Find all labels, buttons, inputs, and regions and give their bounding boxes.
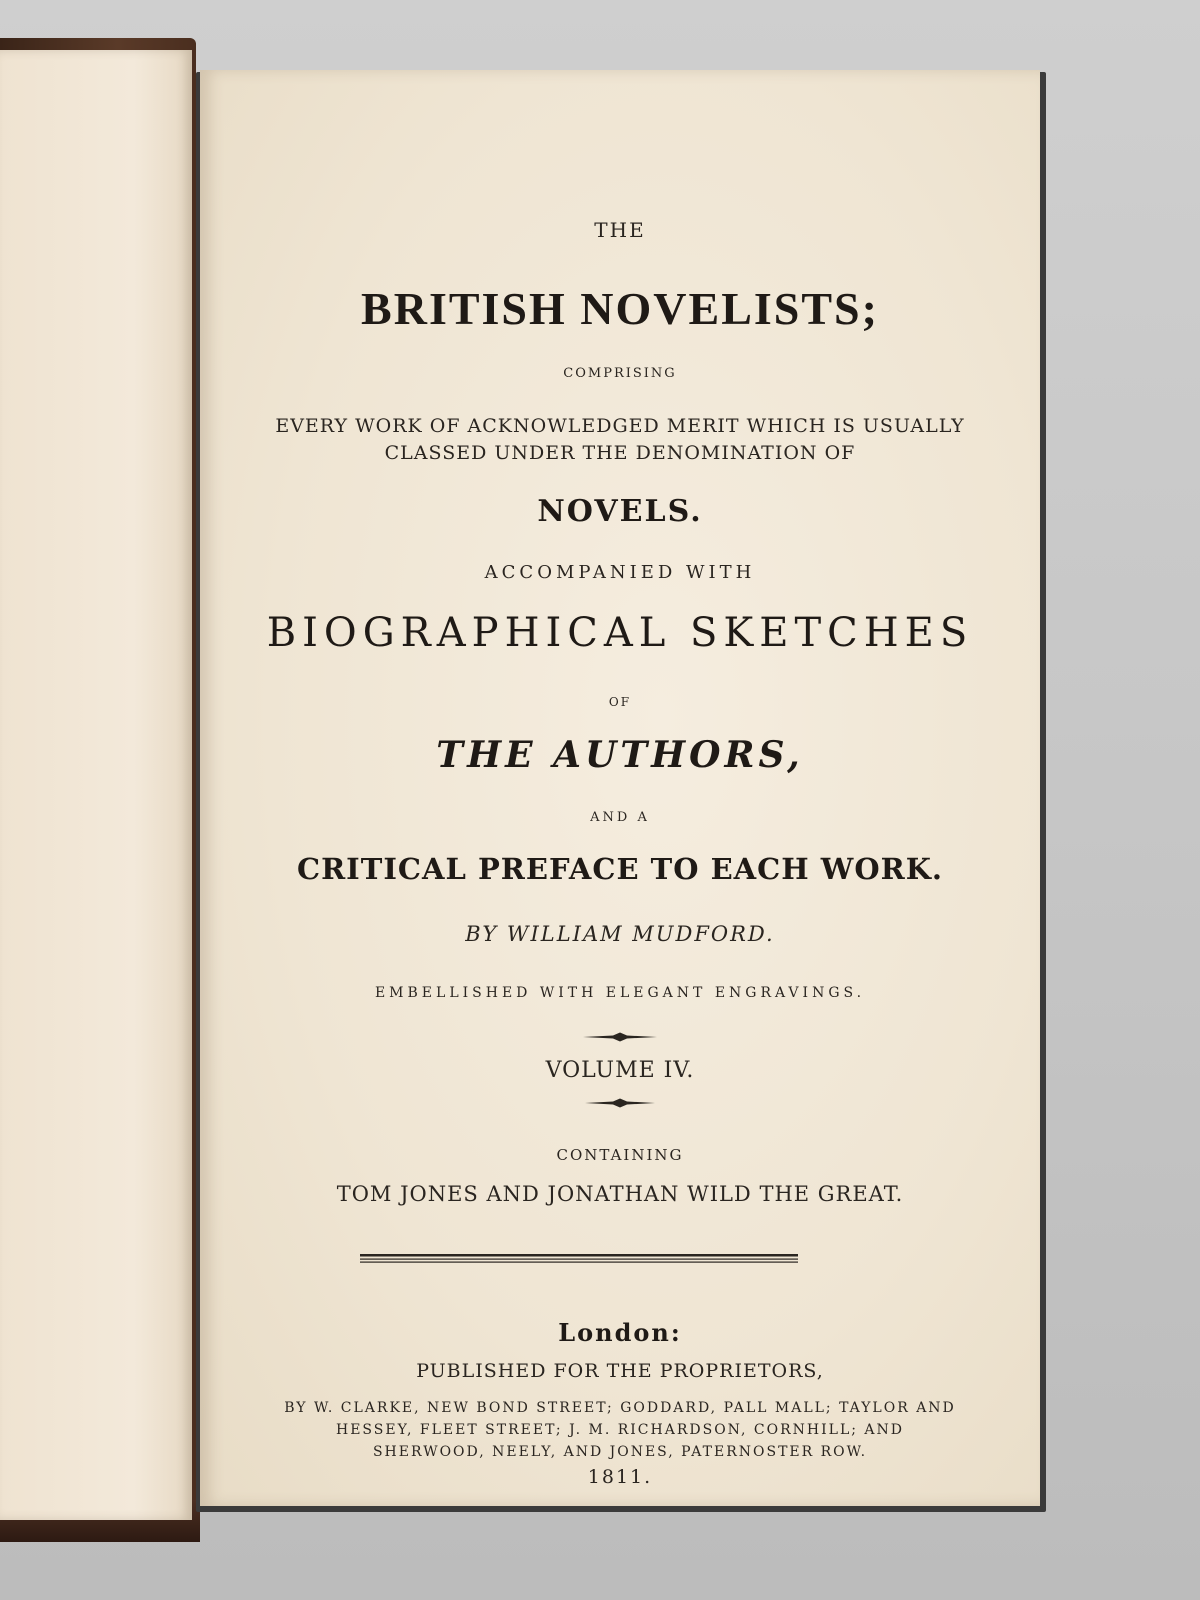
author-byline: BY WILLIAM MUDFORD.	[465, 922, 775, 946]
published-text: PUBLISHED FOR THE PROPRIETORS,	[416, 1360, 824, 1382]
novels-heading: NOVELS.	[537, 494, 703, 529]
title-page	[200, 70, 1040, 1506]
ornament-divider-icon	[583, 1032, 657, 1042]
critical-heading: CRITICAL PREFACE TO EACH WORK.	[297, 852, 943, 886]
imprint-place: London:	[558, 1318, 682, 1347]
double-rule-divider	[360, 1254, 798, 1264]
authors-heading: THE AUTHORS,	[436, 734, 804, 776]
containing-text: CONTAINING	[556, 1146, 684, 1164]
of-text: OF	[608, 695, 632, 709]
printers-line-1: BY W. CLARKE, NEW BOND STREET; GODDARD, PALL MALL; TAYLOR AND	[284, 1400, 956, 1416]
book-title: BRITISH NOVELISTS;	[361, 283, 879, 334]
description-line-2: CLASSED UNDER THE DENOMINATION OF	[384, 442, 856, 464]
volume-label: VOLUME IV.	[545, 1058, 695, 1083]
publication-year: 1811.	[587, 1466, 653, 1488]
comprising-text: COMPRISING	[563, 366, 677, 381]
article-the: THE	[594, 218, 646, 242]
works-contained: TOM JONES AND JONATHAN WILD THE GREAT.	[336, 1182, 904, 1206]
left-page	[0, 50, 192, 1520]
accompanied-text: ACCOMPANIED WITH	[484, 562, 756, 583]
description-line-1: EVERY WORK OF ACKNOWLEDGED MERIT WHICH IS USUALLY	[275, 415, 965, 437]
embellished-text: EMBELLISHED WITH ELEGANT ENGRAVINGS.	[374, 985, 866, 1001]
printers-line-3: SHERWOOD, NEELY, AND JONES, PATERNOSTER ROW.	[372, 1444, 868, 1460]
biographical-heading: BIOGRAPHICAL SKETCHES	[266, 610, 974, 656]
and-a-text: AND A	[590, 810, 650, 825]
ornament-divider-icon	[585, 1098, 655, 1108]
printers-line-2: HESSEY, FLEET STREET; J. M. RICHARDSON, CORNHILL; AND	[336, 1422, 904, 1438]
